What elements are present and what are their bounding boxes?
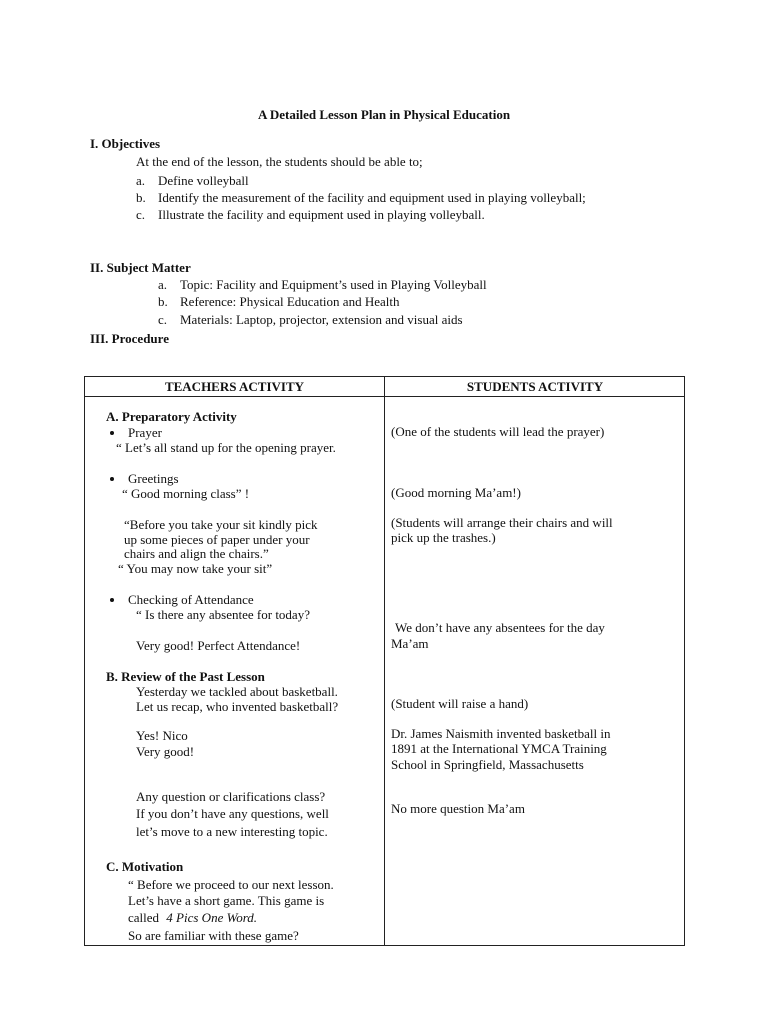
- prayer-label: Prayer: [128, 425, 162, 440]
- objective-text: Identify the measurement of the facility and equipment used in playing volleyball;: [158, 190, 586, 205]
- teacher-line: “Before you take your sit kindly pick: [124, 517, 318, 532]
- section-c-heading: C. Motivation: [106, 859, 184, 874]
- subject-marker: a.: [158, 277, 168, 292]
- teacher-line: up some pieces of paper under your: [124, 532, 310, 547]
- teacher-line: Very good! Perfect Attendance!: [136, 638, 301, 653]
- objective-item: [136, 189, 586, 206]
- objective-marker: a.: [136, 173, 146, 188]
- objectives-heading: I. Objectives: [90, 136, 161, 151]
- student-line: (Students will arrange their chairs and will: [391, 515, 613, 530]
- teacher-line: Yes! Nico: [136, 728, 188, 743]
- teacher-line: chairs and align the chairs.”: [124, 546, 269, 561]
- objective-text: Illustrate the facility and equipment used in playing volleyball.: [158, 207, 485, 222]
- student-line: School in Springfield, Massachusetts: [391, 757, 584, 772]
- subject-matter-heading: II. Subject Matter: [90, 260, 191, 275]
- teacher-line: “ You may now take your sit”: [118, 561, 273, 576]
- objective-item: [136, 172, 249, 189]
- table-column-divider: [384, 377, 385, 945]
- teacher-line: “ Is there any absentee for today?: [136, 607, 310, 622]
- objective-marker: b.: [136, 190, 146, 205]
- bullet-icon: [110, 477, 114, 481]
- student-line: No more question Ma’am: [391, 801, 525, 816]
- subject-text: Topic: Facility and Equipment’s used in Playing Volleyball: [180, 277, 487, 292]
- student-line: Ma’am: [391, 636, 429, 651]
- teacher-line: So are familiar with these game?: [128, 928, 299, 943]
- subject-text: Materials: Laptop, projector, extension and visual aids: [180, 312, 463, 327]
- teacher-line: “ Let’s all stand up for the opening prayer.: [116, 440, 336, 455]
- student-line: (Student will raise a hand): [391, 696, 529, 711]
- teacher-line: Let’s have a short game. This game is: [128, 893, 325, 908]
- objectives-intro: At the end of the lesson, the students should be able to;: [136, 154, 423, 169]
- subject-item: [158, 276, 487, 293]
- teacher-line: Let us recap, who invented basketball?: [136, 699, 339, 714]
- student-line: We don’t have any absentees for the day: [395, 620, 605, 635]
- student-line: 1891 at the International YMCA Training: [391, 741, 607, 756]
- subject-item: [158, 311, 463, 328]
- subject-text: Reference: Physical Education and Health: [180, 294, 400, 309]
- col-header-students: STUDENTS ACTIVITY: [466, 379, 604, 394]
- student-line: (One of the students will lead the prayer): [391, 424, 605, 439]
- teacher-line: If you don’t have any questions, well: [136, 806, 329, 821]
- teacher-line: Any question or clarifications class?: [136, 789, 326, 804]
- bullet-icon: [110, 431, 114, 435]
- section-a-heading: A. Preparatory Activity: [106, 409, 237, 424]
- document-title: A Detailed Lesson Plan in Physical Education: [257, 107, 511, 122]
- teacher-line: Very good!: [136, 744, 195, 759]
- objective-marker: c.: [136, 207, 146, 222]
- objective-text: Define volleyball: [158, 173, 249, 188]
- teacher-line: [128, 909, 257, 926]
- teacher-line: “ Before we proceed to our next lesson.: [128, 877, 334, 892]
- game-name: 4 Pics One Word.: [166, 910, 258, 925]
- attendance-label: Checking of Attendance: [128, 592, 254, 607]
- objective-item: [136, 206, 485, 223]
- motivation-called: called: [128, 910, 163, 925]
- col-header-teachers: TEACHERS ACTIVITY: [164, 379, 305, 394]
- procedure-heading: III. Procedure: [90, 331, 169, 346]
- subject-item: [158, 293, 399, 310]
- subject-marker: c.: [158, 312, 168, 327]
- greetings-label: Greetings: [128, 471, 179, 486]
- student-line: (Good morning Ma’am!): [391, 485, 521, 500]
- bullet-icon: [110, 598, 114, 602]
- student-line: Dr. James Naismith invented basketball in: [391, 726, 611, 741]
- teacher-line: “ Good morning class” !: [122, 486, 250, 501]
- section-b-heading: B. Review of the Past Lesson: [106, 669, 265, 684]
- teacher-line: Yesterday we tackled about basketball.: [136, 684, 338, 699]
- subject-marker: b.: [158, 294, 168, 309]
- teacher-line: let’s move to a new interesting topic.: [136, 824, 328, 839]
- student-line: pick up the trashes.): [391, 530, 496, 545]
